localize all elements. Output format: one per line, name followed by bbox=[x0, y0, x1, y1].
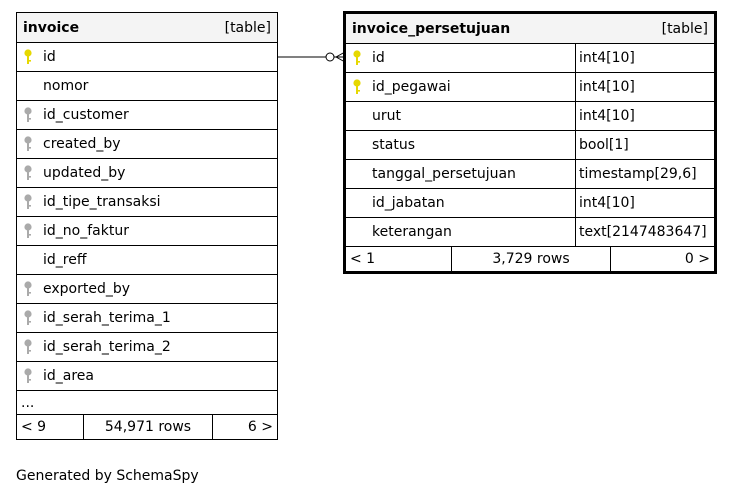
foreign-key-icon bbox=[23, 279, 43, 299]
column-row-urut[interactable] bbox=[346, 102, 714, 131]
column-name: id_serah_terima_1 bbox=[43, 310, 171, 326]
table-name: invoice bbox=[23, 19, 80, 36]
column-name: status bbox=[372, 137, 416, 153]
column-name-cell bbox=[17, 188, 277, 216]
children-count[interactable]: 6 > bbox=[247, 419, 273, 435]
column-name: updated_by bbox=[43, 165, 126, 181]
parents-count[interactable]: < 9 bbox=[17, 415, 84, 439]
column-name-cell bbox=[346, 131, 575, 159]
children-count[interactable]: 0 > bbox=[684, 251, 710, 267]
column-row-created-by[interactable] bbox=[17, 130, 277, 159]
column-name-cell bbox=[17, 72, 277, 100]
column-row-exported-by[interactable] bbox=[17, 275, 277, 304]
column-row-id-reff[interactable] bbox=[17, 246, 277, 275]
column-name-cell bbox=[346, 44, 575, 72]
no-key-spacer bbox=[23, 76, 43, 96]
no-key-spacer bbox=[352, 164, 372, 184]
column-name: id_serah_terima_2 bbox=[43, 339, 171, 355]
column-name-cell bbox=[17, 43, 277, 71]
column-name: id_area bbox=[43, 368, 94, 384]
primary-key-icon bbox=[352, 48, 372, 68]
generated-by-caption: Generated by SchemaSpy bbox=[16, 468, 199, 484]
column-row-id-pegawai[interactable] bbox=[346, 73, 714, 102]
column-type: bool[1] bbox=[575, 131, 714, 159]
column-name: id_customer bbox=[43, 107, 129, 123]
column-name-cell bbox=[346, 218, 575, 246]
column-row-updated-by[interactable] bbox=[17, 159, 277, 188]
table-type-label: [table] bbox=[224, 19, 271, 36]
column-name: id bbox=[372, 50, 385, 66]
row-count: 3,729 rows bbox=[452, 247, 611, 271]
foreign-key-icon bbox=[23, 221, 43, 241]
column-name: id_pegawai bbox=[372, 79, 451, 95]
foreign-key-icon bbox=[23, 308, 43, 328]
column-name: created_by bbox=[43, 136, 121, 152]
column-name: urut bbox=[372, 108, 401, 124]
column-name: id_no_faktur bbox=[43, 223, 129, 239]
column-row-id-area[interactable] bbox=[17, 362, 277, 391]
no-key-spacer bbox=[352, 135, 372, 155]
column-name-cell bbox=[346, 160, 575, 188]
no-key-spacer bbox=[352, 106, 372, 126]
no-key-spacer bbox=[352, 193, 372, 213]
foreign-key-icon bbox=[23, 134, 43, 154]
column-type: text[2147483647] bbox=[575, 218, 714, 246]
table-footer bbox=[17, 415, 277, 439]
column-name-cell bbox=[346, 102, 575, 130]
no-key-spacer bbox=[352, 222, 372, 242]
column-name: keterangan bbox=[372, 224, 452, 240]
column-type: timestamp[29,6] bbox=[575, 160, 714, 188]
column-name-cell bbox=[17, 101, 277, 129]
column-row-nomor[interactable] bbox=[17, 72, 277, 101]
column-row-status[interactable] bbox=[346, 131, 714, 160]
foreign-key-icon bbox=[23, 366, 43, 386]
foreign-key-icon bbox=[23, 192, 43, 212]
column-row-tanggal-persetujuan[interactable] bbox=[346, 160, 714, 189]
primary-key-icon bbox=[352, 77, 372, 97]
no-key-spacer bbox=[23, 250, 43, 270]
column-row-id-jabatan[interactable] bbox=[346, 189, 714, 218]
column-name-cell bbox=[17, 333, 277, 361]
invoice-persetujuan-table[interactable] bbox=[343, 11, 717, 274]
column-name: nomor bbox=[43, 78, 89, 94]
column-type: int4[10] bbox=[575, 189, 714, 217]
column-row-id-tipe-transaksi[interactable] bbox=[17, 188, 277, 217]
table-type-label: [table] bbox=[661, 20, 708, 37]
foreign-key-icon bbox=[23, 337, 43, 357]
more-columns-indicator: ... bbox=[17, 391, 277, 415]
parents-count[interactable]: < 1 bbox=[346, 247, 452, 271]
column-name-cell bbox=[17, 217, 277, 245]
column-type: int4[10] bbox=[575, 102, 714, 130]
table-name: invoice_persetujuan bbox=[352, 20, 511, 37]
column-name: id_reff bbox=[43, 252, 87, 268]
table-header[interactable] bbox=[17, 13, 277, 43]
table-footer bbox=[346, 247, 714, 271]
column-row-id[interactable] bbox=[17, 43, 277, 72]
column-row-id-no-faktur[interactable] bbox=[17, 217, 277, 246]
column-row-id[interactable] bbox=[346, 44, 714, 73]
column-row-id-customer[interactable] bbox=[17, 101, 277, 130]
column-row-keterangan[interactable] bbox=[346, 218, 714, 247]
primary-key-icon bbox=[23, 47, 43, 67]
column-name: exported_by bbox=[43, 281, 131, 297]
column-name-cell bbox=[17, 304, 277, 332]
column-name: id_tipe_transaksi bbox=[43, 194, 161, 210]
column-name-cell bbox=[17, 362, 277, 390]
column-name-cell bbox=[17, 246, 277, 274]
table-header[interactable] bbox=[346, 14, 714, 44]
column-name-cell bbox=[346, 73, 575, 101]
column-type: int4[10] bbox=[575, 44, 714, 72]
column-name-cell bbox=[17, 275, 277, 303]
column-row-id-serah-terima-1[interactable] bbox=[17, 304, 277, 333]
foreign-key-icon bbox=[23, 163, 43, 183]
column-type: int4[10] bbox=[575, 73, 714, 101]
column-name: tanggal_persetujuan bbox=[372, 166, 516, 182]
column-name-cell bbox=[346, 189, 575, 217]
column-name-cell bbox=[17, 159, 277, 187]
column-row-id-serah-terima-2[interactable] bbox=[17, 333, 277, 362]
foreign-key-icon bbox=[23, 105, 43, 125]
column-name-cell bbox=[17, 130, 277, 158]
invoice-table[interactable] bbox=[16, 12, 278, 440]
row-count: 54,971 rows bbox=[84, 415, 213, 439]
column-name: id bbox=[43, 49, 56, 65]
column-name: id_jabatan bbox=[372, 195, 445, 211]
